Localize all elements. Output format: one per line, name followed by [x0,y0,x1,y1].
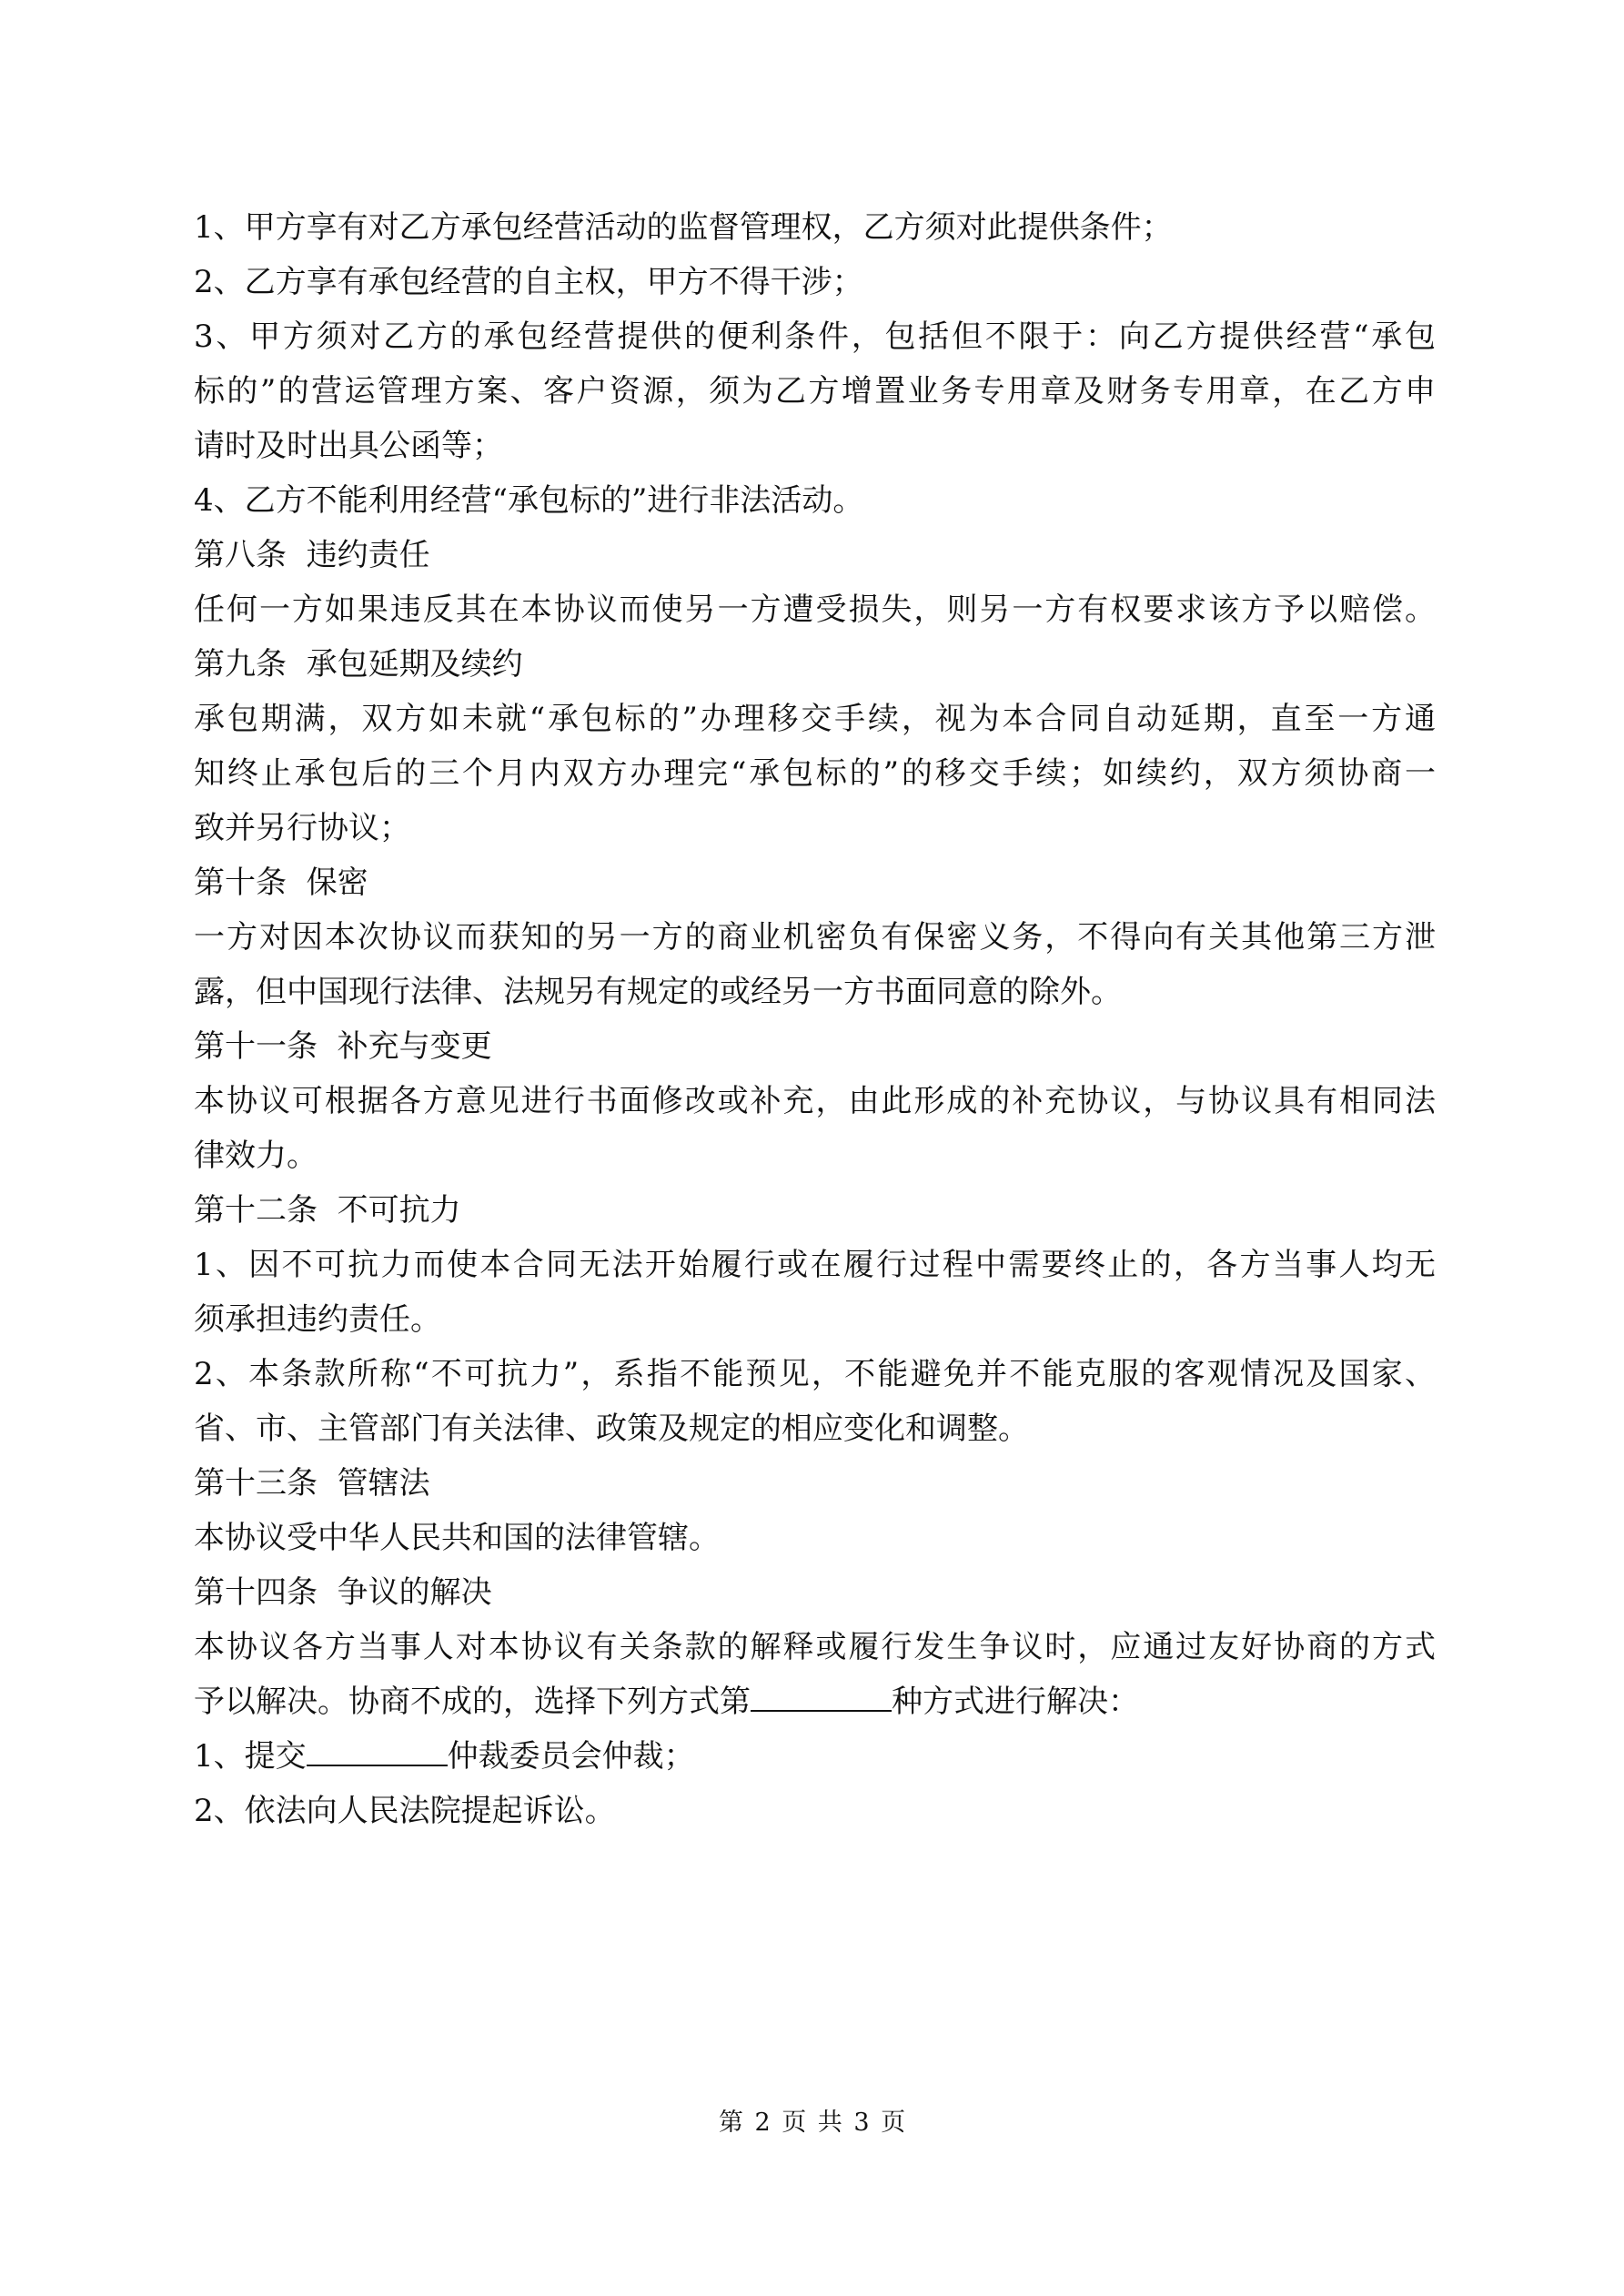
text-line: 2、本条款所称“不可抗力”，系指不能预见，不能避免并不能克服的客观情况及国家、 [194,1356,1436,1392]
text-line: 露，但中国现行法律、法规另有规定的或经另一方书面同意的除外。 [194,974,1122,1010]
text-line: 本协议可根据各方意见进行书面修改或补充，由此形成的补充协议，与协议具有相同法 [194,1083,1436,1119]
text-line: 任何一方如果违反其在本协议而使另一方遭受损失，则另一方有权要求该方予以赔偿。 [194,592,1436,628]
text-line: 2、依法向人民法院提起诉讼。 [194,1793,616,1829]
text-line: 1、甲方享有对乙方承包经营活动的监督管理权，乙方须对此提供条件； [194,209,1173,246]
section-heading: 第十二条 不可抗力 [194,1192,461,1229]
section-heading: 第十一条 补充与变更 [194,1028,492,1065]
text-line: 本协议受中华人民共和国的法律管辖。 [194,1520,720,1556]
fill-in-blank[interactable] [307,1737,448,1766]
section-heading: 第九条 承包延期及续约 [194,646,523,683]
document-body [194,200,1436,1838]
text-line: 本协议各方当事人对本协议有关条款的解释或履行发生争议时，应通过友好协商的方式 [194,1629,1436,1665]
section-heading: 第十四条 争议的解决 [194,1574,492,1611]
text-fragment: 予以解决。协商不成的，选择下列方式第 [194,1684,751,1720]
text-fragment: 种方式进行解决： [892,1684,1139,1720]
text-line: 2、乙方享有承包经营的自主权，甲方不得干涉； [194,264,863,300]
text-line: 1、因不可抗力而使本合同无法开始履行或在履行过程中需要终止的，各方当事人均无 [194,1247,1436,1283]
text-line: 律效力。 [194,1138,318,1174]
text-line: 4、乙方不能利用经营“承包标的”进行非法活动。 [194,482,864,519]
section-heading: 第十三条 管辖法 [194,1465,430,1502]
text-line: 3、甲方须对乙方的承包经营提供的便利条件，包括但不限于：向乙方提供经营“承包 [194,319,1436,355]
text-line: 须承担违约责任。 [194,1301,441,1338]
text-line-with-blank [194,1674,1436,1729]
text-line: 一方对因本次协议而获知的另一方的商业机密负有保密义务，不得向有关其他第三方泄 [194,919,1436,956]
section-heading: 第八条 违约责任 [194,537,430,573]
page-footer: 第 2 页 共 3 页 [718,2109,906,2137]
text-line: 请时及时出具公函等； [194,428,503,464]
text-line: 知终止承包后的三个月内双方办理完“承包标的”的移交手续；如续约，双方须协商一 [194,755,1436,792]
fill-in-blank[interactable] [751,1683,892,1712]
text-fragment: 仲裁委员会仲裁； [447,1738,695,1775]
text-line: 省、市、主管部门有关法律、政策及规定的相应变化和调整。 [194,1411,1029,1447]
text-fragment: 1、提交 [194,1738,307,1775]
text-line: 致并另行协议； [194,810,410,846]
text-line: 承包期满，双方如未就“承包标的”办理移交手续，视为本合同自动延期，直至一方通 [194,701,1436,737]
text-line: 标的”的营运管理方案、客户资源，须为乙方增置业务专用章及财务专用章，在乙方申 [194,373,1436,410]
section-heading: 第十条 保密 [194,865,368,901]
text-line-with-blank [194,1729,1436,1784]
